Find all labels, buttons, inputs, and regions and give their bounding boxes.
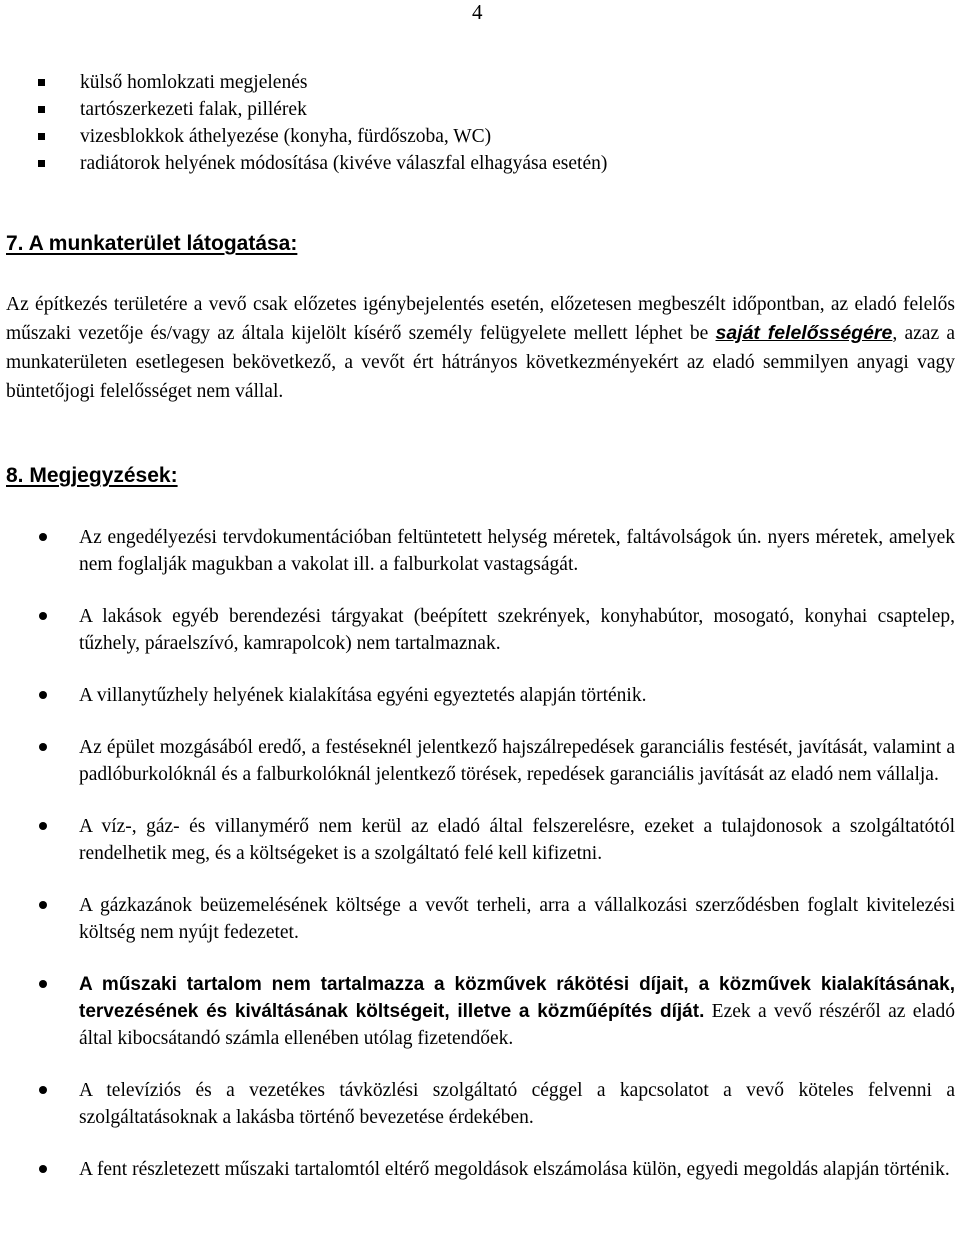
note-item xyxy=(6,524,955,578)
note-text: Ezek a vevő részéről az eladó által kibocsátandó számla ellenében utólag fizetendőek. xyxy=(79,1001,956,1049)
list-item xyxy=(36,150,936,177)
note-item xyxy=(6,813,955,867)
list-item-text: tartószerkezeti falak, pillérek xyxy=(80,99,307,120)
dot-bullet-icon xyxy=(39,901,47,909)
square-bullet-icon xyxy=(38,106,45,113)
dot-bullet-icon xyxy=(39,1086,47,1094)
note-item xyxy=(6,682,955,709)
notes-list xyxy=(6,524,955,1208)
note-item xyxy=(6,1077,955,1131)
list-item-text: vizesblokkok áthelyezése (konyha, fürdőszoba, WC) xyxy=(80,126,492,147)
note-text: A lakások egyéb berendezési tárgyakat (beépített szekrények, konyhabútor, mosogató, konyhai csaptelep, tűzhely, páraelszívó, kamrapolcok) nem tartalmaznak. xyxy=(79,606,955,654)
section-8-heading: 8. Megjegyzések: xyxy=(6,464,178,487)
restricted-items-list xyxy=(36,69,936,177)
list-item xyxy=(36,96,936,123)
square-bullet-icon xyxy=(38,133,45,140)
square-bullet-icon xyxy=(38,160,45,167)
utility-costs-bold-text: A műszaki tartalom nem tartalmazza a közművek rákötési díjait, a közművek kialakításának, tervezésének és kiváltásának költségeit, illetve a közműépítés díját. xyxy=(79,974,955,1022)
note-item xyxy=(6,1156,955,1183)
dot-bullet-icon xyxy=(39,980,47,988)
note-item xyxy=(6,603,955,657)
paragraph-text-end: , azaz a munkaterületen esetlegesen bekövetkező, a vevőt ért hátrányos következményekért az eladó semmilyen anyagi vagy büntetőjogi felelősséget nem vállal. xyxy=(6,323,955,402)
list-item xyxy=(36,69,936,96)
dot-bullet-icon xyxy=(39,612,47,620)
note-text: A fent részletezett műszaki tartalomtól eltérő megoldások elszámolása külön, egyedi megoldás alapján történik. xyxy=(79,1159,950,1180)
paragraph-text-start: Az építkezés területére a vevő csak előzetes igénybejelentés esetén, előzetesen megbeszélt időpontban, az eladó felelős műszaki vezetője és/vagy az általa kijelölt kísérő személy felügyelete mellett léphet be xyxy=(6,294,955,344)
dot-bullet-icon xyxy=(39,822,47,830)
list-item-text: radiátorok helyének módosítása (kivéve válaszfal elhagyása esetén) xyxy=(80,153,608,174)
list-item-text: külső homlokzati megjelenés xyxy=(80,72,308,93)
note-item xyxy=(6,892,955,946)
section-7-heading: 7. A munkaterület látogatása: xyxy=(6,232,298,255)
note-text: Az engedélyezési tervdokumentációban feltüntetett helység méretek, faltávolságok ún. nyers méretek, amelyek nem foglalják magukban a vakolat ill. a falburkolat vastagságát. xyxy=(79,527,955,575)
note-text: Az épület mozgásából eredő, a festéseknél jelentkező hajszálrepedések garanciális festését, javítását, valamint a padlóburkolóknál és a falburkolóknál jelentkező törések, repedések garanciális javítását az eladó nem vállalja. xyxy=(79,737,955,785)
dot-bullet-icon xyxy=(39,691,47,699)
dot-bullet-icon xyxy=(39,1165,47,1173)
page-number: 4 xyxy=(472,0,483,24)
list-item xyxy=(36,123,936,150)
section-7-paragraph xyxy=(6,290,955,406)
dot-bullet-icon xyxy=(39,743,47,751)
square-bullet-icon xyxy=(38,79,45,86)
note-item xyxy=(6,734,955,788)
note-text: A gázkazánok beüzemelésének költsége a vevőt terheli, arra a vállalkozási szerződésben foglalt kivitelezési költség nem nyújt fedezetet. xyxy=(79,895,955,943)
note-item xyxy=(6,971,955,1052)
note-text: A televíziós és a vezetékes távközlési szolgáltató céggel a kapcsolatot a vevő köteles felvenni a szolgáltatásoknak a lakásba történő bevezetése érdekében. xyxy=(79,1080,955,1128)
dot-bullet-icon xyxy=(39,533,47,541)
note-text: A víz-, gáz- és villanymérő nem kerül az eladó által felszerelésre, ezeket a tulajdonosok a szolgáltatótól rendelhetik meg, és a költségeket is a szolgáltató felé kell kifizetni. xyxy=(79,816,955,864)
own-responsibility-emphasis: saját felelősségére xyxy=(715,322,893,344)
note-text: A villanytűzhely helyének kialakítása egyéni egyeztetés alapján történik. xyxy=(79,685,647,706)
